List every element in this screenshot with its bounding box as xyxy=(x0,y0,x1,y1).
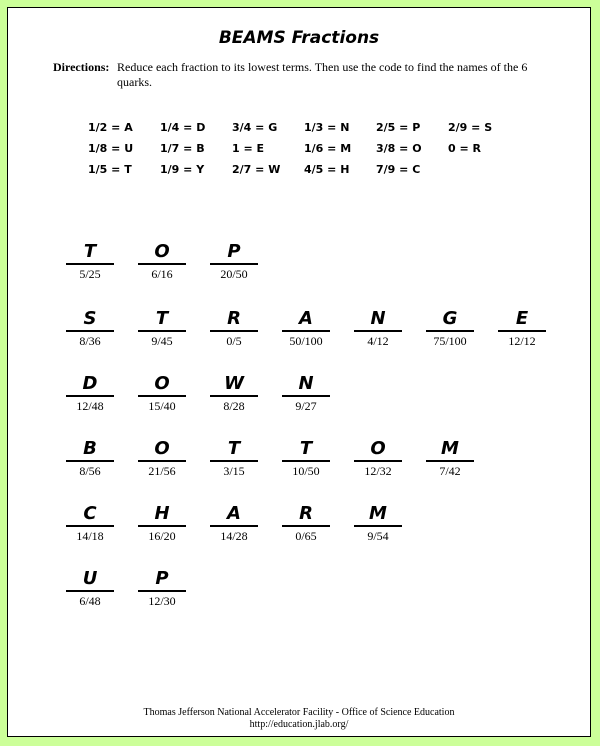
letter-cell xyxy=(210,375,258,413)
answer-line xyxy=(138,460,186,462)
letter-cell xyxy=(138,243,186,281)
answer-line xyxy=(354,525,402,527)
answer-letter: N xyxy=(370,308,386,329)
answer-line xyxy=(66,395,114,397)
answer-line xyxy=(426,460,474,462)
worksheet xyxy=(7,7,591,737)
code-entry: 1/9 = Y xyxy=(160,163,205,176)
code-entry: 3/8 = O xyxy=(376,142,422,155)
fraction-label: 14/28 xyxy=(220,529,248,543)
answer-letter: D xyxy=(82,373,98,394)
answer-line xyxy=(66,330,114,332)
answer-letter: O xyxy=(154,373,170,394)
answer-letter: O xyxy=(370,438,386,459)
footer-url: http://education.jlab.org/ xyxy=(249,719,349,730)
fraction-label: 5/25 xyxy=(79,267,101,281)
answer-line xyxy=(66,263,114,265)
code-entry: 1 = E xyxy=(232,142,265,155)
answer-letter: A xyxy=(299,308,313,329)
code-entry: 1/5 = T xyxy=(88,163,132,176)
letter-cell xyxy=(66,310,114,348)
code-entry: 2/9 = S xyxy=(448,121,493,134)
fraction-label: 12/48 xyxy=(76,399,104,413)
answer-letter: P xyxy=(155,568,169,589)
letter-cell xyxy=(138,570,186,608)
letter-cell xyxy=(138,310,186,348)
directions-text: Reduce each fraction to its lowest terms. Then use the code to find the names of the 6 quarks. xyxy=(117,60,528,89)
fraction-label: 9/54 xyxy=(367,529,389,543)
answer-letter: G xyxy=(442,308,458,329)
answer-letter: B xyxy=(83,438,97,459)
answer-line xyxy=(282,460,330,462)
fraction-label: 0/5 xyxy=(226,334,242,348)
answer-letter: T xyxy=(299,438,313,459)
answer-line xyxy=(138,590,186,592)
fraction-label: 8/28 xyxy=(223,399,245,413)
answer-line xyxy=(426,330,474,332)
fraction-label: 9/45 xyxy=(151,334,173,348)
letter-cell xyxy=(426,310,474,348)
letter-cell xyxy=(210,505,258,543)
code-entry: 2/5 = P xyxy=(376,121,421,134)
answer-line xyxy=(66,590,114,592)
answer-letter: H xyxy=(154,503,170,524)
letter-cell xyxy=(498,310,546,348)
answer-letter: S xyxy=(83,308,97,329)
answer-line xyxy=(138,330,186,332)
code-entry: 1/2 = A xyxy=(88,121,133,134)
answer-line xyxy=(354,330,402,332)
letter-cell xyxy=(282,310,330,348)
answer-line xyxy=(138,395,186,397)
answer-line xyxy=(66,460,114,462)
fraction-label: 9/27 xyxy=(295,399,317,413)
directions-label: Directions: xyxy=(53,60,110,74)
footer-credit: Thomas Jefferson National Accelerator Facility - Office of Science Education xyxy=(143,707,455,718)
answer-letter: P xyxy=(227,241,241,262)
answer-line xyxy=(138,263,186,265)
fraction-label: 16/20 xyxy=(148,529,176,543)
code-entry: 1/3 = N xyxy=(304,121,350,134)
code-entry: 1/4 = D xyxy=(160,121,206,134)
fraction-label: 3/15 xyxy=(223,464,245,478)
fraction-label: 10/50 xyxy=(292,464,320,478)
letter-cell xyxy=(138,505,186,543)
code-key xyxy=(88,121,520,178)
code-entry: 3/4 = G xyxy=(232,121,278,134)
footer xyxy=(8,707,590,731)
fraction-label: 6/16 xyxy=(151,267,173,281)
letter-cell xyxy=(282,375,330,413)
code-entry: 0 = R xyxy=(448,142,481,155)
letter-cell xyxy=(210,310,258,348)
letter-cell xyxy=(282,505,330,543)
letter-cell xyxy=(66,375,114,413)
fraction-label: 0/65 xyxy=(295,529,317,543)
code-entry: 7/9 = C xyxy=(376,163,421,176)
letter-cell xyxy=(282,440,330,478)
answer-line xyxy=(498,330,546,332)
letter-cell xyxy=(138,440,186,478)
code-entry: 1/8 = U xyxy=(88,142,134,155)
fraction-label: 75/100 xyxy=(433,334,467,348)
answer-letter: W xyxy=(224,373,244,394)
letter-cell xyxy=(426,440,474,478)
fraction-label: 21/56 xyxy=(148,464,176,478)
answer-line xyxy=(282,525,330,527)
letter-cell xyxy=(354,310,402,348)
answer-letter: T xyxy=(83,241,97,262)
fraction-label: 15/40 xyxy=(148,399,176,413)
letter-cell xyxy=(66,243,114,281)
answer-letter: O xyxy=(154,438,170,459)
answer-line xyxy=(138,525,186,527)
fraction-label: 12/12 xyxy=(508,334,536,348)
letter-cell xyxy=(66,505,114,543)
fraction-label: 6/48 xyxy=(79,594,101,608)
answer-letter: R xyxy=(299,503,313,524)
fraction-label: 12/30 xyxy=(148,594,176,608)
fraction-label: 8/36 xyxy=(79,334,101,348)
fraction-label: 7/42 xyxy=(439,464,461,478)
fraction-label: 20/50 xyxy=(220,267,248,281)
answer-letter: T xyxy=(155,308,169,329)
answer-letter: R xyxy=(227,308,241,329)
answer-line xyxy=(282,395,330,397)
fraction-label: 8/56 xyxy=(79,464,101,478)
answer-letter: N xyxy=(298,373,314,394)
answer-line xyxy=(210,263,258,265)
answer-line xyxy=(354,460,402,462)
answer-line xyxy=(210,525,258,527)
answer-letter: T xyxy=(227,438,241,459)
answer-line xyxy=(66,525,114,527)
letter-cell xyxy=(210,440,258,478)
answer-letter: M xyxy=(369,503,387,524)
letter-cell xyxy=(210,243,258,281)
answer-line xyxy=(210,330,258,332)
letter-cell xyxy=(354,505,402,543)
answer-letter: C xyxy=(83,503,97,524)
fraction-label: 50/100 xyxy=(289,334,323,348)
answer-line xyxy=(282,330,330,332)
code-empty xyxy=(448,163,520,178)
code-entry: 1/6 = M xyxy=(304,142,352,155)
answer-letter: A xyxy=(227,503,241,524)
letter-cell xyxy=(354,440,402,478)
letter-cell xyxy=(66,570,114,608)
letter-cell xyxy=(66,440,114,478)
answer-letter: M xyxy=(441,438,459,459)
answer-letter: O xyxy=(154,241,170,262)
code-entry: 2/7 = W xyxy=(232,163,281,176)
code-entry: 1/7 = B xyxy=(160,142,205,155)
page-title: BEAMS Fractions xyxy=(218,28,380,48)
answer-line xyxy=(210,460,258,462)
fraction-label: 12/32 xyxy=(364,464,392,478)
letter-cell xyxy=(138,375,186,413)
answer-line xyxy=(210,395,258,397)
fraction-label: 14/18 xyxy=(76,529,104,543)
fraction-label: 4/12 xyxy=(367,334,389,348)
answer-letter: U xyxy=(82,568,98,589)
answer-letter: E xyxy=(515,308,529,329)
code-entry: 4/5 = H xyxy=(304,163,350,176)
